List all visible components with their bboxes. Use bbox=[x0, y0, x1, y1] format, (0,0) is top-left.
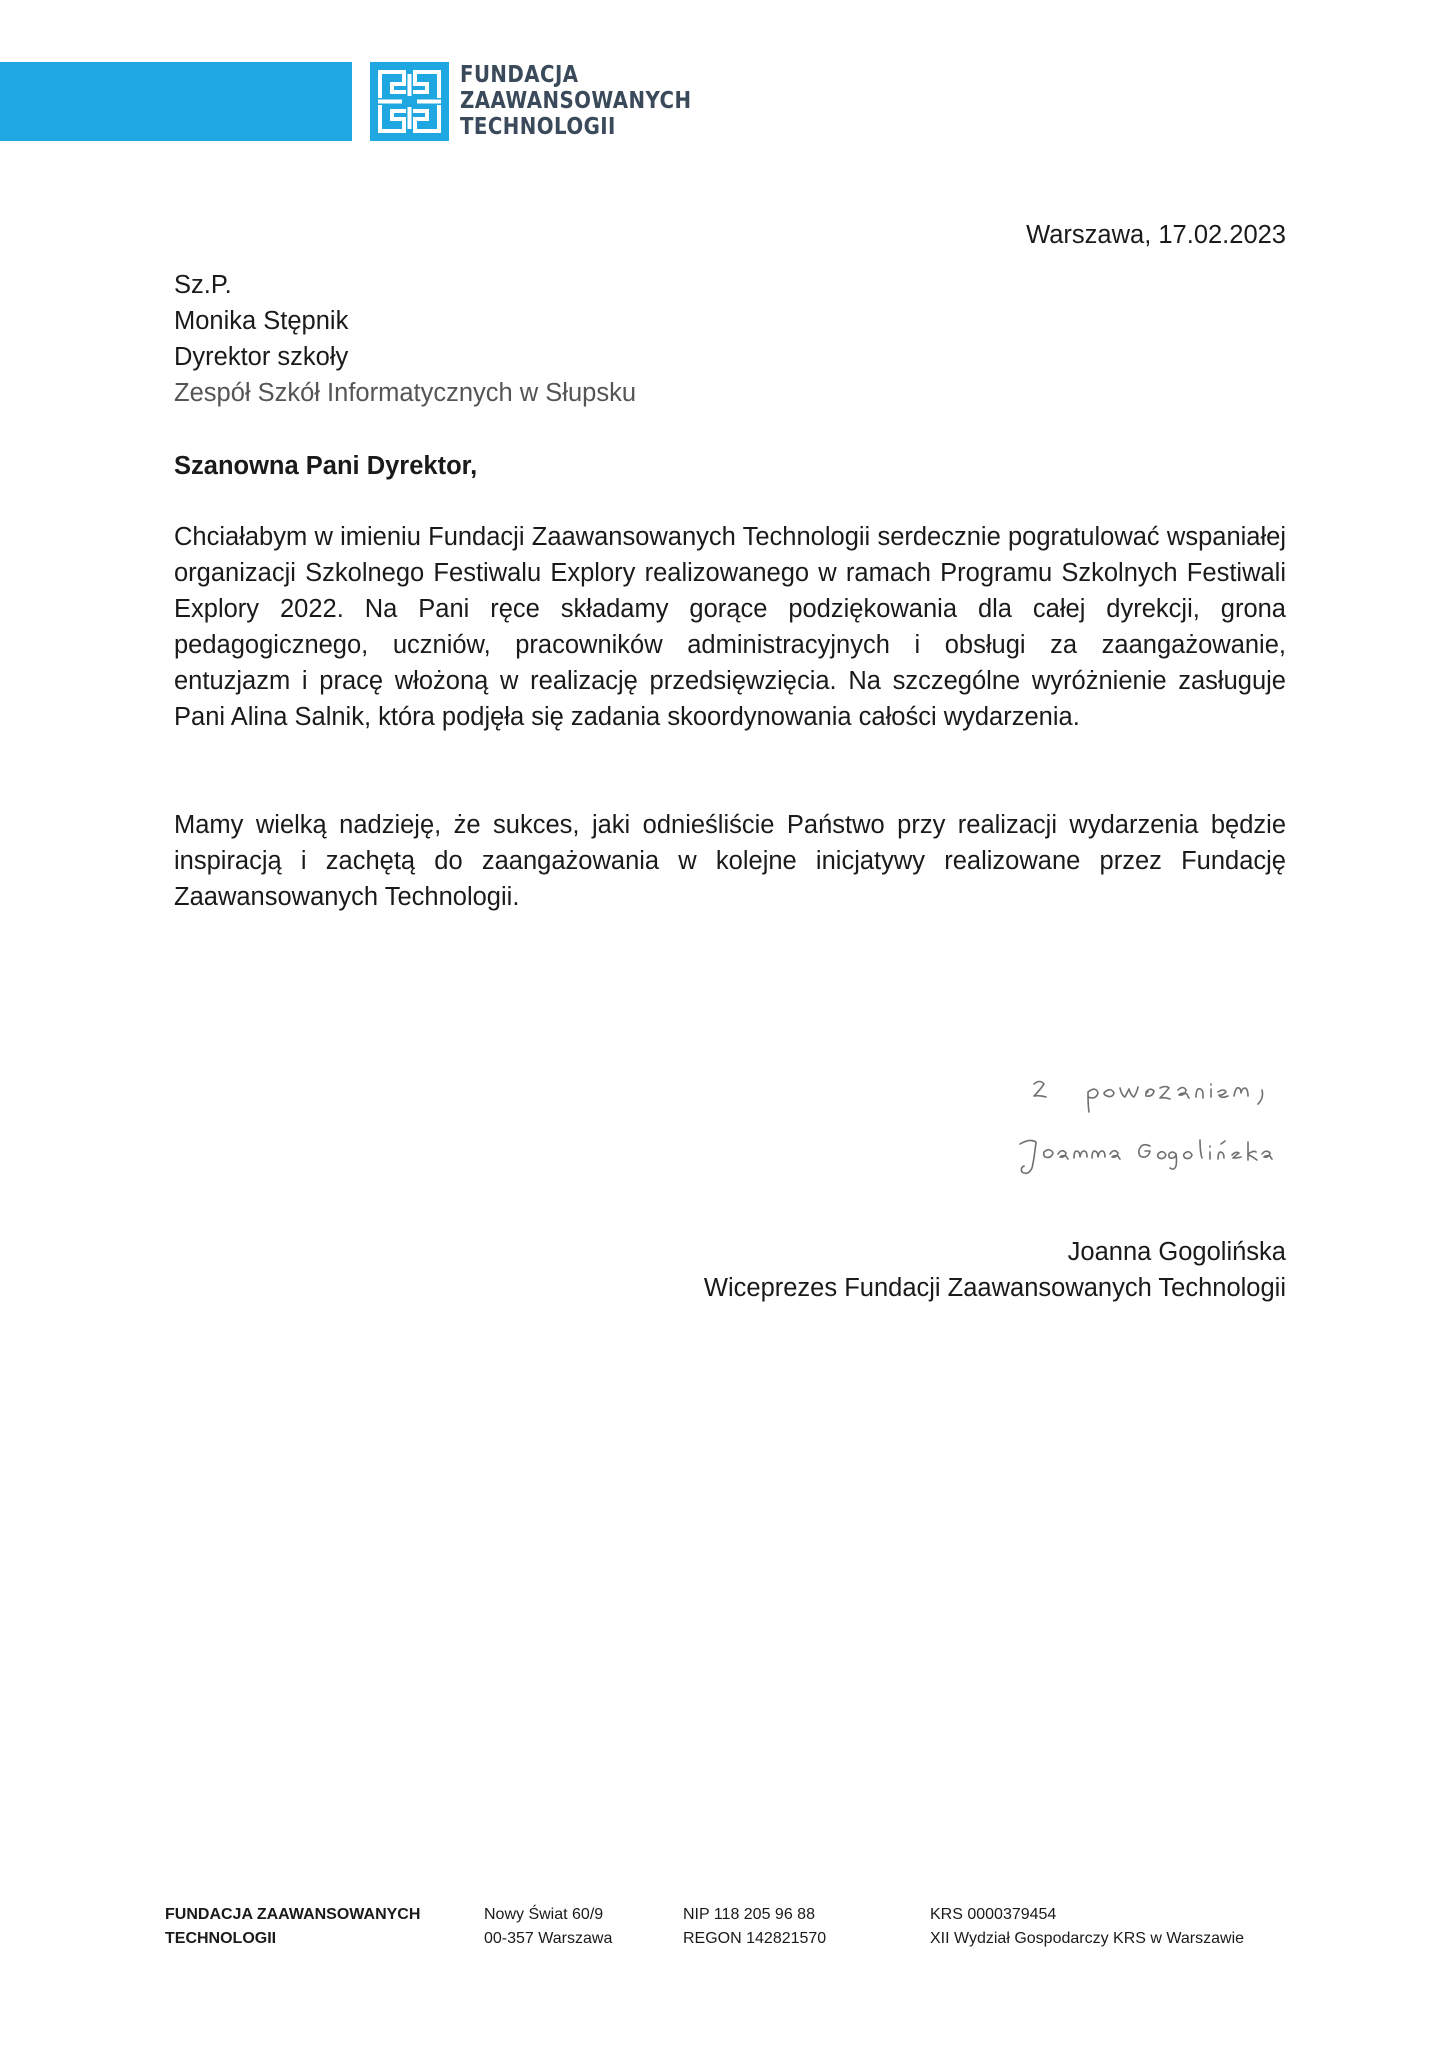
letter-date: Warszawa, 17.02.2023 bbox=[1026, 221, 1286, 249]
header-accent-bar bbox=[0, 62, 352, 141]
body-paragraph-1: Chciałabym w imieniu Fundacji Zaawansowanych Technologii serdecznie pogratulować wspaniałej organizacji Szkolnego Festiwalu Explory realizowanego w ramach Programu Szkolnych Festiwali Explory 2022. Na Pani ręce składamy gorące podziękowania dla całej dyrekcji, grona pedagogicznego, uczniów, pracowników administracyjnych i obsługi za zaangażowanie, entuzjazm i pracę włożoną w realizację przedsięwzięcia. Na szczególne wyróżnienie zasługuje Pani Alina Salnik, która podjęła się zadania skoordynowania całości wydarzenia. bbox=[174, 523, 1286, 731]
signer-title: Wiceprezes Fundacji Zaawansowanych Technologii bbox=[703, 1274, 1286, 1302]
handwritten-signature bbox=[1000, 1062, 1300, 1202]
footer-org-line-1: FUNDACJA ZAAWANSOWANYCH bbox=[165, 1906, 421, 1923]
addressee-honorific: Sz.P. bbox=[174, 271, 232, 299]
footer-tax-ids bbox=[683, 1903, 826, 1951]
meander-grid-icon bbox=[370, 62, 449, 141]
footer-organization bbox=[165, 1903, 420, 1951]
foundation-logo-text bbox=[460, 62, 692, 140]
body-paragraph-2: Mamy wielką nadzieję, że sukces, jaki odnieśliście Państwo przy realizacji wydarzenia będzie inspiracją i zachętą do zaangażowania w kolejne inicjatywy realizowane przez Fundację Zaawansowanych Technologii. bbox=[174, 811, 1286, 911]
addressee-position: Dyrektor szkoły bbox=[174, 343, 349, 371]
footer-address bbox=[484, 1903, 612, 1951]
footer-regon: REGON 142821570 bbox=[683, 1930, 827, 1947]
footer-city: 00-357 Warszawa bbox=[484, 1930, 613, 1947]
footer-nip: NIP 118 205 96 88 bbox=[683, 1906, 815, 1923]
addressee-name: Monika Stępnik bbox=[174, 307, 349, 335]
logo-line-3: TECHNOLOGII bbox=[460, 114, 616, 140]
signer-name: Joanna Gogolińska bbox=[1067, 1238, 1286, 1266]
addressee-block bbox=[174, 267, 1286, 411]
signer-block bbox=[704, 1234, 1286, 1306]
footer-court: XII Wydział Gospodarczy KRS w Warszawie bbox=[930, 1930, 1245, 1947]
logo-line-1: FUNDACJA bbox=[460, 62, 579, 88]
logo-line-2: ZAAWANSOWANYCH bbox=[460, 88, 692, 114]
footer-street: Nowy Świat 60/9 bbox=[484, 1906, 604, 1923]
footer-org-line-2: TECHNOLOGII bbox=[165, 1930, 277, 1947]
footer-krs: KRS 0000379454 bbox=[930, 1906, 1057, 1923]
addressee-school: Zespół Szkół Informatycznych w Słupsku bbox=[174, 379, 637, 407]
salutation: Szanowna Pani Dyrektor, bbox=[174, 452, 478, 480]
footer-registry bbox=[930, 1903, 1244, 1951]
